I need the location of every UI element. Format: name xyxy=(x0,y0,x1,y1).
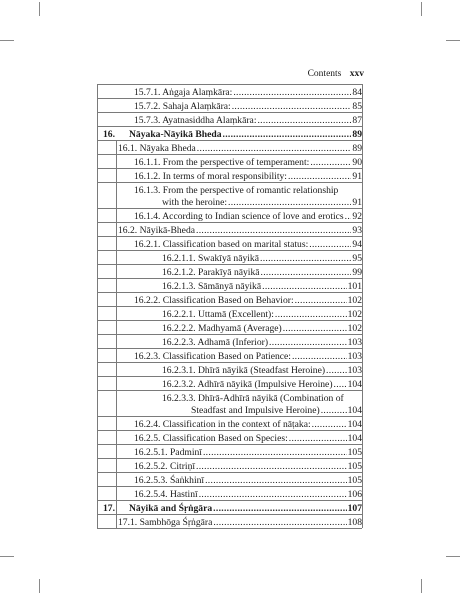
table-border xyxy=(97,84,98,528)
entry-page: 108 xyxy=(347,517,362,528)
entry-title: 16.1.2. In terms of moral responsibility: xyxy=(134,171,287,182)
entry-page: 107 xyxy=(347,503,362,514)
entry-page: 99 xyxy=(352,267,362,278)
entry-page: 105 xyxy=(347,447,362,458)
entry-title: 16.2.4. Classification in the context of nāṭaka: xyxy=(134,419,311,430)
entry-title: 16.1.1. From the perspective of temperament: xyxy=(134,157,310,168)
entry-title: 16.2.1.3. Sāmānyā nāyikā xyxy=(162,281,262,292)
entry-title: 16.2. Nāyikā-Bheda xyxy=(118,225,195,236)
entry-title: 16.2.5.2. Citriṇī xyxy=(134,461,196,472)
table-rule xyxy=(97,182,362,183)
crop-mark xyxy=(39,2,40,16)
table-rule xyxy=(97,472,362,473)
table-rule xyxy=(97,416,362,417)
entry-title: 15.7.1. Aṅgaja Alaṃkāra: xyxy=(134,87,233,98)
table-rule xyxy=(97,334,362,335)
entry-page: 92 xyxy=(352,211,362,222)
table-rule xyxy=(97,486,362,487)
entry-title: 16.2.3.2. Adhīrā nāyikā (Impulsive Heroine) xyxy=(162,379,333,390)
entry-page: 102 xyxy=(347,295,362,306)
entry-page: 102 xyxy=(347,323,362,334)
entry-title: 16.2.3.1. Dhīrā nāyikā (Steadfast Heroine) xyxy=(162,365,326,376)
table-rule xyxy=(97,528,362,529)
table-rule xyxy=(97,306,362,307)
entry-page: 95 xyxy=(352,253,362,264)
crop-mark xyxy=(0,556,14,557)
entry-page: 103 xyxy=(347,337,362,348)
toc-entry-title[interactable]: 16.1.3. From the perspective of romantic relationship xyxy=(134,185,339,196)
entry-page: 105 xyxy=(347,461,362,472)
table-rule xyxy=(97,236,362,237)
chapter-number: 16. xyxy=(103,129,115,140)
entry-title: 16.2.2.2. Madhyamā (Average) xyxy=(162,323,282,334)
crop-mark xyxy=(421,2,422,16)
entry-page: 104 xyxy=(347,419,362,430)
crop-mark xyxy=(0,40,14,41)
table-rule xyxy=(97,140,362,141)
entry-page: 94 xyxy=(352,239,362,250)
table-rule xyxy=(97,458,362,459)
entry-title: 16.1.4. According to Indian science of love and erotics xyxy=(134,211,344,222)
table-divider xyxy=(116,140,117,528)
header-page-number: xxv xyxy=(349,69,364,79)
table-rule xyxy=(97,514,362,515)
entry-page: 104 xyxy=(347,405,362,416)
entry-title: 16.2.5. Classification Based on Species: xyxy=(134,433,288,444)
table-rule xyxy=(97,154,362,155)
entry-title: 16.2.5.4. Hastinī xyxy=(134,489,198,500)
entry-page: 101 xyxy=(347,281,362,292)
table-rule xyxy=(97,84,362,85)
entry-page: 91 xyxy=(352,171,362,182)
entry-page: 106 xyxy=(347,489,362,500)
entry-page: 84 xyxy=(352,87,362,98)
table-rule xyxy=(97,168,362,169)
entry-title: 16.2.3. Classification Based on Patience: xyxy=(134,351,291,362)
entry-page: 104 xyxy=(347,379,362,390)
entry-page: 89 xyxy=(352,129,362,140)
entry-page: 85 xyxy=(352,101,362,112)
entry-title: 16.2.2. Classification Based on Behavior: xyxy=(134,295,294,306)
table-rule xyxy=(97,348,362,349)
entry-title: 15.7.2. Sahaja Alaṃkāra: xyxy=(134,101,231,112)
table-rule xyxy=(97,430,362,431)
table-rule xyxy=(97,376,362,377)
entry-page: 103 xyxy=(347,351,362,362)
chapter-number: 17. xyxy=(103,503,115,514)
entry-title: 16.2.1. Classification based on marital status: xyxy=(134,239,309,250)
entry-page: 103 xyxy=(347,365,362,376)
toc-entry-title[interactable]: 16.2.3.3. Dhīrā-Adhīrā nāyikā (Combination of xyxy=(162,393,344,404)
running-header xyxy=(308,69,364,79)
table-rule xyxy=(97,320,362,321)
crop-mark xyxy=(39,579,40,593)
entry-title: 15.7.3. Ayatnasiddha Alaṃkāra: xyxy=(134,115,257,126)
table-rule xyxy=(97,362,362,363)
entry-title-continued: Steadfast and Impulsive Heroine) xyxy=(191,405,320,416)
entry-title: 16.2.1.2. Parakīyā nāyikā xyxy=(162,267,260,278)
table-border xyxy=(362,84,363,528)
table-rule xyxy=(97,292,362,293)
table-rule xyxy=(97,264,362,265)
entry-page: 105 xyxy=(347,475,362,486)
entry-page: 90 xyxy=(352,157,362,168)
entry-title: 16.2.5.1. Padminī xyxy=(134,447,202,458)
entry-page: 87 xyxy=(352,115,362,126)
table-rule xyxy=(97,112,362,113)
entry-page: 93 xyxy=(352,225,362,236)
entry-page: 91 xyxy=(352,197,362,208)
entry-title: 16.2.2.1. Uttamā (Excellent): xyxy=(162,309,274,320)
entry-title-continued: with the heroine: xyxy=(162,197,228,208)
table-rule xyxy=(97,222,362,223)
entry-title: 16.2.5.3. Śaṅkhinī xyxy=(134,475,205,486)
entry-page: 102 xyxy=(347,309,362,320)
entry-title: 16.2.1.1. Swakīyā nāyikā xyxy=(162,253,259,264)
entry-page: 89 xyxy=(352,143,362,154)
entry-page: 104 xyxy=(347,433,362,444)
entry-title: 17.1. Sambhōga Śṛṅgāra xyxy=(118,517,213,528)
crop-mark xyxy=(421,579,422,593)
table-rule xyxy=(97,250,362,251)
entry-title: Nāyaka-Nāyikā Bheda xyxy=(129,129,222,140)
table-rule xyxy=(97,208,362,209)
header-label: Contents xyxy=(307,69,342,79)
table-rule xyxy=(97,444,362,445)
table-rule xyxy=(97,278,362,279)
entry-title: 16.2.2.3. Adhamā (Inferior) xyxy=(162,337,269,348)
crop-mark xyxy=(446,556,460,557)
entry-title: Nāyikā and Śṛṅgāra xyxy=(129,503,213,514)
table-rule xyxy=(97,500,362,501)
table-rule xyxy=(97,98,362,99)
table-rule xyxy=(97,390,362,391)
entry-title: 16.1. Nāyaka Bheda xyxy=(118,143,196,154)
table-rule xyxy=(97,126,362,127)
crop-mark xyxy=(446,40,460,41)
